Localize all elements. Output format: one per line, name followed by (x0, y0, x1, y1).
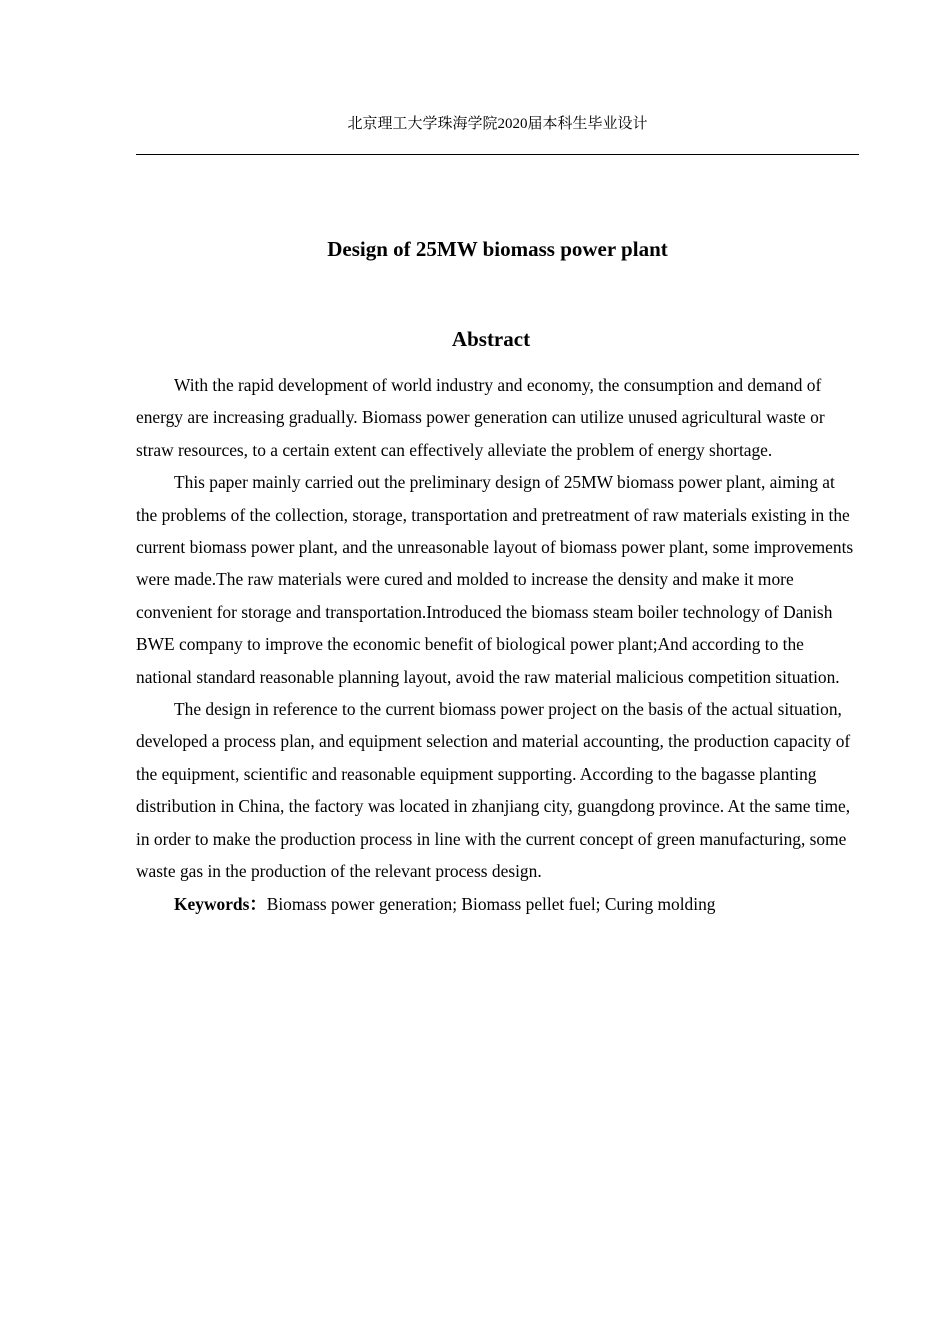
keywords-label: Keywords： (174, 893, 267, 914)
page-header: 北京理工大学珠海学院2020届本科生毕业设计 (347, 116, 648, 132)
abstract-paragraph: This paper mainly carried out the preliminary design of 25MW biomass power plant, aiming at the problems of the collection, storage, transportation and pretreatment of raw materials existing in the current biomass power plant, and the unreasonable layout of biomass power plant, some improvements were made.The raw materials were cured and molded to increase the density and make it more convenient for storage and transportation.Introduced the biomass steam boiler technology of Danish BWE company to improve the economic benefit of biological power plant;And according to the national standard reasonable planning layout, avoid the raw material malicious competition situation. (136, 472, 854, 687)
keywords-text: Biomass power generation; Biomass pellet fuel; Curing molding (266, 893, 716, 914)
abstract-body (136, 369, 860, 920)
keywords-line (136, 888, 860, 920)
abstract-paragraph: With the rapid development of world industry and economy, the consumption and demand of energy are increasing gradually. Biomass power generation can utilize unused agricultural waste or straw resources, to a certain extent can effectively alleviate the problem of energy shortage. (136, 375, 825, 460)
header-rule (136, 154, 859, 155)
abstract-paragraph: The design in reference to the current biomass power project on the basis of the actual situation, developed a process plan, and equipment selection and material accounting, the production capacity of the equipment, scientific and reasonable equipment supporting. According to the bagasse planting distribution in China, the factory was located in zhanjiang city, guangdong province. At the same time, in order to make the production process in line with the current concept of green manufacturing, some waste gas in the production of the relevant process design. (136, 699, 851, 882)
abstract-heading: Abstract (451, 327, 531, 351)
paper-title: Design of 25MW biomass power plant (327, 237, 668, 261)
